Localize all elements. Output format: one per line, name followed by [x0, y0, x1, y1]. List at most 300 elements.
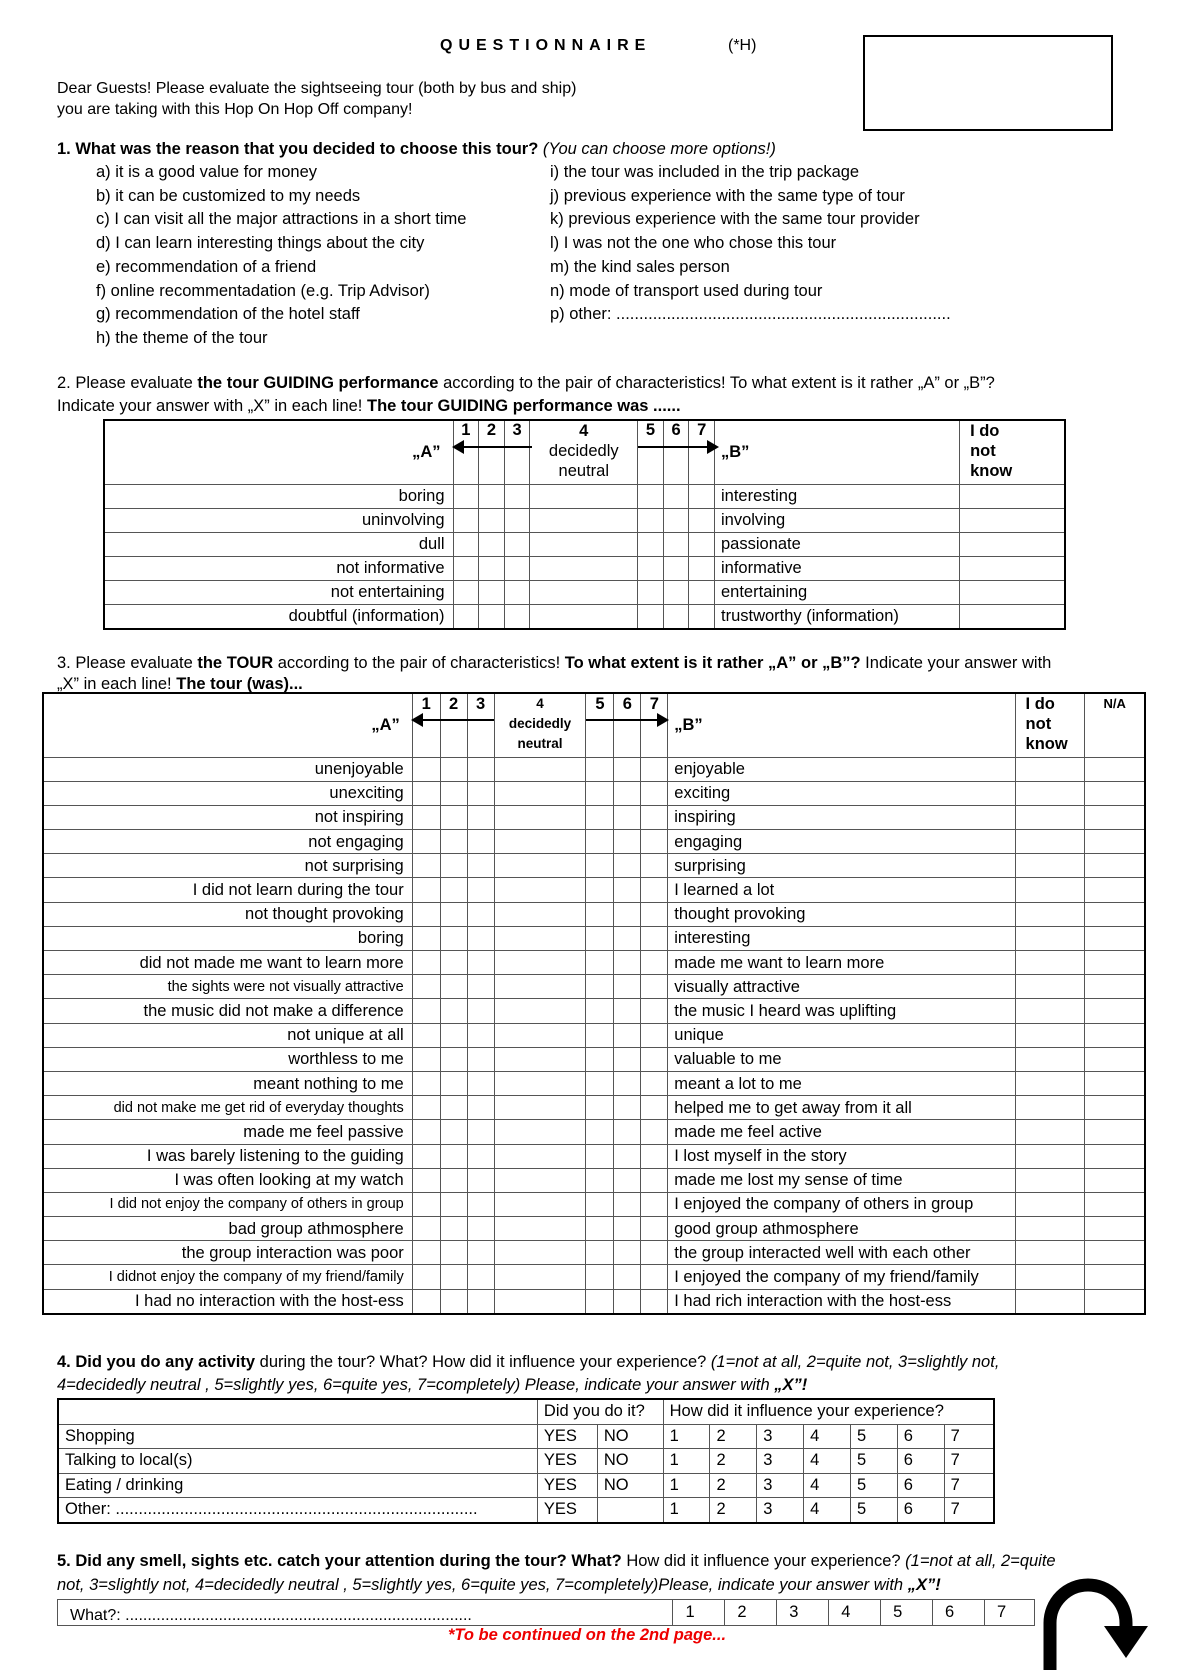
idk-cell[interactable]: [1015, 757, 1085, 781]
rating-cell[interactable]: [641, 975, 668, 999]
rating-cell[interactable]: [494, 1096, 586, 1120]
rating-cell[interactable]: [586, 878, 614, 902]
rating-cell[interactable]: [614, 1071, 641, 1095]
rating-cell[interactable]: [586, 1289, 614, 1314]
rating-cell[interactable]: [638, 556, 664, 580]
rating-cell[interactable]: [467, 999, 494, 1023]
scale-cell[interactable]: 3: [757, 1498, 804, 1523]
rating-cell[interactable]: [586, 1217, 614, 1241]
rating-cell[interactable]: [586, 951, 614, 975]
option[interactable]: b) it can be customized to my needs: [96, 186, 361, 205]
scale-cell[interactable]: 2: [710, 1424, 757, 1449]
rating-cell[interactable]: [479, 484, 505, 508]
scale-cell[interactable]: 6: [897, 1449, 944, 1474]
rating-cell[interactable]: [453, 484, 479, 508]
rating-cell[interactable]: [586, 1168, 614, 1192]
option[interactable]: p) other: .........................................................................: [550, 305, 951, 324]
rating-cell[interactable]: [467, 1023, 494, 1047]
rating-cell[interactable]: [641, 926, 668, 950]
rating-cell[interactable]: [412, 854, 440, 878]
rating-cell[interactable]: [663, 556, 689, 580]
rating-cell[interactable]: [586, 1096, 614, 1120]
rating-cell[interactable]: [494, 1120, 586, 1144]
rating-cell[interactable]: [467, 1071, 494, 1095]
rating-cell[interactable]: [494, 926, 586, 950]
rating-cell[interactable]: [479, 556, 505, 580]
option[interactable]: l) I was not the one who chose this tour: [550, 234, 837, 253]
idk-cell[interactable]: [1015, 805, 1085, 829]
rating-cell[interactable]: [530, 508, 638, 532]
rating-cell[interactable]: [663, 580, 689, 604]
rating-cell[interactable]: [614, 757, 641, 781]
rating-cell[interactable]: [614, 999, 641, 1023]
rating-cell[interactable]: [494, 781, 586, 805]
yes-option[interactable]: YES: [537, 1498, 597, 1523]
na-cell[interactable]: [1085, 1265, 1145, 1289]
rating-cell[interactable]: [412, 1096, 440, 1120]
scale-cell[interactable]: 5: [881, 1600, 933, 1626]
na-cell[interactable]: [1085, 1023, 1145, 1047]
na-cell[interactable]: [1085, 975, 1145, 999]
rating-cell[interactable]: [440, 1047, 467, 1071]
rating-cell[interactable]: [586, 1047, 614, 1071]
idk-cell[interactable]: [1015, 951, 1085, 975]
rating-cell[interactable]: [412, 1120, 440, 1144]
rating-cell[interactable]: [504, 484, 530, 508]
rating-cell[interactable]: [479, 508, 505, 532]
idk-cell[interactable]: [1015, 1289, 1085, 1314]
rating-cell[interactable]: [494, 1023, 586, 1047]
na-cell[interactable]: [1085, 1120, 1145, 1144]
scale-cell[interactable]: 6: [933, 1600, 985, 1626]
idk-cell[interactable]: [1015, 975, 1085, 999]
scale-cell[interactable]: 1: [663, 1473, 710, 1498]
rating-cell[interactable]: [504, 532, 530, 556]
rating-cell[interactable]: [614, 1168, 641, 1192]
rating-cell[interactable]: [614, 975, 641, 999]
rating-cell[interactable]: [494, 999, 586, 1023]
idk-cell[interactable]: [960, 580, 1065, 604]
rating-cell[interactable]: [494, 1047, 586, 1071]
na-cell[interactable]: [1085, 805, 1145, 829]
rating-cell[interactable]: [586, 1023, 614, 1047]
option[interactable]: m) the kind sales person: [550, 257, 730, 276]
rating-cell[interactable]: [689, 484, 715, 508]
rating-cell[interactable]: [614, 1192, 641, 1216]
rating-cell[interactable]: [641, 878, 668, 902]
rating-cell[interactable]: [412, 1241, 440, 1265]
rating-cell[interactable]: [412, 830, 440, 854]
rating-cell[interactable]: [412, 1289, 440, 1314]
scale-cell[interactable]: 4: [804, 1498, 851, 1523]
rating-cell[interactable]: [614, 1241, 641, 1265]
rating-cell[interactable]: [412, 999, 440, 1023]
scale-cell[interactable]: 2: [710, 1498, 757, 1523]
idk-cell[interactable]: [1015, 1120, 1085, 1144]
rating-cell[interactable]: [638, 580, 664, 604]
rating-cell[interactable]: [412, 1217, 440, 1241]
rating-cell[interactable]: [467, 781, 494, 805]
rating-cell[interactable]: [641, 830, 668, 854]
rating-cell[interactable]: [467, 1096, 494, 1120]
rating-cell[interactable]: [412, 1144, 440, 1168]
rating-cell[interactable]: [663, 532, 689, 556]
rating-cell[interactable]: [467, 1144, 494, 1168]
rating-cell[interactable]: [467, 1217, 494, 1241]
option[interactable]: g) recommendation of the hotel staff: [96, 305, 360, 324]
na-cell[interactable]: [1085, 1192, 1145, 1216]
scale-cell[interactable]: 7: [944, 1498, 994, 1523]
option[interactable]: c) I can visit all the major attractions in a short time: [96, 210, 467, 229]
rating-cell[interactable]: [494, 1192, 586, 1216]
rating-cell[interactable]: [530, 532, 638, 556]
rating-cell[interactable]: [504, 604, 530, 629]
scale-cell[interactable]: 4: [804, 1449, 851, 1474]
rating-cell[interactable]: [641, 1217, 668, 1241]
idk-cell[interactable]: [1015, 1023, 1085, 1047]
rating-cell[interactable]: [641, 1023, 668, 1047]
rating-cell[interactable]: [467, 1168, 494, 1192]
rating-cell[interactable]: [614, 1047, 641, 1071]
na-cell[interactable]: [1085, 781, 1145, 805]
rating-cell[interactable]: [440, 805, 467, 829]
rating-cell[interactable]: [440, 878, 467, 902]
rating-cell[interactable]: [641, 1096, 668, 1120]
idk-cell[interactable]: [960, 484, 1065, 508]
rating-cell[interactable]: [586, 1120, 614, 1144]
na-cell[interactable]: [1085, 1289, 1145, 1314]
rating-cell[interactable]: [530, 484, 638, 508]
idk-cell[interactable]: [1015, 1241, 1085, 1265]
rating-cell[interactable]: [453, 604, 479, 629]
na-cell[interactable]: [1085, 1144, 1145, 1168]
rating-cell[interactable]: [494, 902, 586, 926]
yes-option[interactable]: YES: [537, 1449, 597, 1474]
rating-cell[interactable]: [479, 532, 505, 556]
rating-cell[interactable]: [412, 902, 440, 926]
rating-cell[interactable]: [586, 1144, 614, 1168]
yes-option[interactable]: YES: [537, 1473, 597, 1498]
scale-cell[interactable]: 7: [984, 1600, 1034, 1626]
rating-cell[interactable]: [641, 1241, 668, 1265]
rating-cell[interactable]: [440, 1144, 467, 1168]
rating-cell[interactable]: [467, 1265, 494, 1289]
rating-cell[interactable]: [641, 1289, 668, 1314]
rating-cell[interactable]: [641, 1192, 668, 1216]
rating-cell[interactable]: [467, 1120, 494, 1144]
rating-cell[interactable]: [440, 1120, 467, 1144]
na-cell[interactable]: [1085, 1047, 1145, 1071]
rating-cell[interactable]: [586, 999, 614, 1023]
rating-cell[interactable]: [467, 975, 494, 999]
scale-cell[interactable]: 6: [897, 1473, 944, 1498]
rating-cell[interactable]: [530, 580, 638, 604]
rating-cell[interactable]: [586, 1192, 614, 1216]
rating-cell[interactable]: [638, 508, 664, 532]
scale-cell[interactable]: 1: [663, 1449, 710, 1474]
rating-cell[interactable]: [467, 1289, 494, 1314]
idk-cell[interactable]: [1015, 878, 1085, 902]
rating-cell[interactable]: [412, 926, 440, 950]
rating-cell[interactable]: [689, 604, 715, 629]
scale-cell[interactable]: 1: [673, 1600, 725, 1626]
idk-cell[interactable]: [1015, 1096, 1085, 1120]
option[interactable]: d) I can learn interesting things about the city: [96, 234, 425, 253]
rating-cell[interactable]: [689, 532, 715, 556]
scale-cell[interactable]: 1: [663, 1498, 710, 1523]
yes-option[interactable]: YES: [537, 1424, 597, 1449]
rating-cell[interactable]: [494, 1144, 586, 1168]
rating-cell[interactable]: [453, 580, 479, 604]
rating-cell[interactable]: [641, 1071, 668, 1095]
scale-cell[interactable]: 1: [663, 1424, 710, 1449]
idk-cell[interactable]: [1015, 902, 1085, 926]
scale-cell[interactable]: 6: [897, 1424, 944, 1449]
rating-cell[interactable]: [412, 1168, 440, 1192]
rating-cell[interactable]: [412, 1265, 440, 1289]
rating-cell[interactable]: [586, 1071, 614, 1095]
rating-cell[interactable]: [440, 1096, 467, 1120]
rating-cell[interactable]: [641, 1047, 668, 1071]
na-cell[interactable]: [1085, 926, 1145, 950]
idk-cell[interactable]: [960, 532, 1065, 556]
idk-cell[interactable]: [1015, 1168, 1085, 1192]
rating-cell[interactable]: [614, 1265, 641, 1289]
rating-cell[interactable]: [412, 757, 440, 781]
rating-cell[interactable]: [504, 580, 530, 604]
rating-cell[interactable]: [614, 830, 641, 854]
rating-cell[interactable]: [494, 1217, 586, 1241]
rating-cell[interactable]: [641, 854, 668, 878]
rating-cell[interactable]: [663, 604, 689, 629]
rating-cell[interactable]: [586, 975, 614, 999]
option[interactable]: n) mode of transport used during tour: [550, 281, 823, 300]
rating-cell[interactable]: [412, 878, 440, 902]
rating-cell[interactable]: [494, 1265, 586, 1289]
scale-cell[interactable]: 7: [944, 1424, 994, 1449]
rating-cell[interactable]: [586, 757, 614, 781]
idk-cell[interactable]: [1015, 1217, 1085, 1241]
rating-cell[interactable]: [412, 951, 440, 975]
rating-cell[interactable]: [494, 1289, 586, 1314]
rating-cell[interactable]: [494, 1071, 586, 1095]
rating-cell[interactable]: [440, 1192, 467, 1216]
rating-cell[interactable]: [614, 902, 641, 926]
rating-cell[interactable]: [530, 604, 638, 629]
na-cell[interactable]: [1085, 757, 1145, 781]
scale-cell[interactable]: 3: [757, 1473, 804, 1498]
rating-cell[interactable]: [641, 902, 668, 926]
option[interactable]: j) previous experience with the same type of tour: [550, 186, 905, 205]
rating-cell[interactable]: [614, 878, 641, 902]
rating-cell[interactable]: [467, 757, 494, 781]
idk-cell[interactable]: [960, 508, 1065, 532]
rating-cell[interactable]: [467, 1047, 494, 1071]
rating-cell[interactable]: [614, 926, 641, 950]
rating-cell[interactable]: [440, 1265, 467, 1289]
idk-cell[interactable]: [1015, 781, 1085, 805]
idk-cell[interactable]: [1015, 1144, 1085, 1168]
na-cell[interactable]: [1085, 1071, 1145, 1095]
rating-cell[interactable]: [467, 854, 494, 878]
no-option[interactable]: NO: [597, 1449, 663, 1474]
rating-cell[interactable]: [586, 1241, 614, 1265]
rating-cell[interactable]: [641, 1144, 668, 1168]
rating-cell[interactable]: [614, 951, 641, 975]
rating-cell[interactable]: [467, 926, 494, 950]
rating-cell[interactable]: [689, 508, 715, 532]
idk-cell[interactable]: [1015, 926, 1085, 950]
rating-cell[interactable]: [641, 805, 668, 829]
rating-cell[interactable]: [412, 975, 440, 999]
rating-cell[interactable]: [638, 604, 664, 629]
rating-cell[interactable]: [641, 1168, 668, 1192]
rating-cell[interactable]: [467, 1192, 494, 1216]
idk-cell[interactable]: [1015, 999, 1085, 1023]
rating-cell[interactable]: [453, 508, 479, 532]
option[interactable]: f) online recommentadation (e.g. Trip Advisor): [96, 281, 430, 300]
rating-cell[interactable]: [586, 805, 614, 829]
rating-cell[interactable]: [467, 805, 494, 829]
rating-cell[interactable]: [641, 1120, 668, 1144]
rating-cell[interactable]: [467, 830, 494, 854]
rating-cell[interactable]: [614, 781, 641, 805]
rating-cell[interactable]: [494, 854, 586, 878]
rating-cell[interactable]: [614, 1096, 641, 1120]
rating-cell[interactable]: [586, 781, 614, 805]
rating-cell[interactable]: [614, 805, 641, 829]
scale-cell[interactable]: 4: [804, 1473, 851, 1498]
rating-cell[interactable]: [614, 854, 641, 878]
option[interactable]: e) recommendation of a friend: [96, 257, 317, 276]
rating-cell[interactable]: [641, 1265, 668, 1289]
option[interactable]: a) it is a good value for money: [96, 163, 318, 181]
scale-cell[interactable]: 5: [850, 1473, 897, 1498]
na-cell[interactable]: [1085, 1096, 1145, 1120]
scale-cell[interactable]: 7: [944, 1473, 994, 1498]
rating-cell[interactable]: [641, 999, 668, 1023]
scale-cell[interactable]: 2: [710, 1473, 757, 1498]
rating-cell[interactable]: [467, 902, 494, 926]
rating-cell[interactable]: [440, 854, 467, 878]
no-option[interactable]: NO: [597, 1424, 663, 1449]
scale-cell[interactable]: 2: [710, 1449, 757, 1474]
rating-cell[interactable]: [689, 580, 715, 604]
rating-cell[interactable]: [586, 902, 614, 926]
rating-cell[interactable]: [440, 1071, 467, 1095]
rating-cell[interactable]: [440, 926, 467, 950]
rating-cell[interactable]: [614, 1120, 641, 1144]
rating-cell[interactable]: [453, 532, 479, 556]
idk-cell[interactable]: [1015, 1047, 1085, 1071]
no-option[interactable]: NO: [597, 1473, 663, 1498]
rating-cell[interactable]: [479, 580, 505, 604]
rating-cell[interactable]: [412, 781, 440, 805]
rating-cell[interactable]: [614, 1144, 641, 1168]
option[interactable]: k) previous experience with the same tour provider: [550, 210, 920, 229]
rating-cell[interactable]: [494, 878, 586, 902]
rating-cell[interactable]: [641, 951, 668, 975]
scale-cell[interactable]: 4: [804, 1424, 851, 1449]
option[interactable]: h) the theme of the tour: [96, 328, 268, 347]
rating-cell[interactable]: [638, 484, 664, 508]
rating-cell[interactable]: [663, 508, 689, 532]
na-cell[interactable]: [1085, 1168, 1145, 1192]
rating-cell[interactable]: [440, 999, 467, 1023]
rating-cell[interactable]: [494, 757, 586, 781]
rating-cell[interactable]: [504, 508, 530, 532]
rating-cell[interactable]: [494, 830, 586, 854]
idk-cell[interactable]: [1015, 854, 1085, 878]
rating-cell[interactable]: [440, 1217, 467, 1241]
na-cell[interactable]: [1085, 1217, 1145, 1241]
rating-cell[interactable]: [440, 1023, 467, 1047]
scale-cell[interactable]: 6: [897, 1498, 944, 1523]
rating-cell[interactable]: [440, 902, 467, 926]
rating-cell[interactable]: [504, 556, 530, 580]
rating-cell[interactable]: [494, 1241, 586, 1265]
idk-cell[interactable]: [1015, 1265, 1085, 1289]
rating-cell[interactable]: [440, 975, 467, 999]
rating-cell[interactable]: [586, 926, 614, 950]
rating-cell[interactable]: [412, 1192, 440, 1216]
rating-cell[interactable]: [614, 1023, 641, 1047]
rating-cell[interactable]: [614, 1217, 641, 1241]
rating-cell[interactable]: [663, 484, 689, 508]
rating-cell[interactable]: [586, 830, 614, 854]
scale-cell[interactable]: 3: [757, 1424, 804, 1449]
rating-cell[interactable]: [614, 1289, 641, 1314]
scale-cell[interactable]: 2: [725, 1600, 777, 1626]
rating-cell[interactable]: [494, 1168, 586, 1192]
rating-cell[interactable]: [412, 1023, 440, 1047]
what-field[interactable]: What?: ..............................................................................: [58, 1600, 673, 1626]
rating-cell[interactable]: [440, 757, 467, 781]
rating-cell[interactable]: [453, 556, 479, 580]
scale-cell[interactable]: 4: [829, 1600, 881, 1626]
idk-cell[interactable]: [960, 604, 1065, 629]
rating-cell[interactable]: [641, 757, 668, 781]
rating-cell[interactable]: [467, 951, 494, 975]
idk-cell[interactable]: [1015, 830, 1085, 854]
na-cell[interactable]: [1085, 878, 1145, 902]
rating-cell[interactable]: [412, 1071, 440, 1095]
na-cell[interactable]: [1085, 830, 1145, 854]
rating-cell[interactable]: [467, 1241, 494, 1265]
scale-cell[interactable]: 5: [850, 1498, 897, 1523]
rating-cell[interactable]: [440, 781, 467, 805]
rating-cell[interactable]: [479, 604, 505, 629]
idk-cell[interactable]: [960, 556, 1065, 580]
scale-cell[interactable]: 3: [757, 1449, 804, 1474]
rating-cell[interactable]: [494, 805, 586, 829]
scale-cell[interactable]: 5: [850, 1449, 897, 1474]
na-cell[interactable]: [1085, 951, 1145, 975]
rating-cell[interactable]: [586, 1265, 614, 1289]
rating-cell[interactable]: [689, 556, 715, 580]
na-cell[interactable]: [1085, 1241, 1145, 1265]
rating-cell[interactable]: [412, 1047, 440, 1071]
rating-cell[interactable]: [440, 1289, 467, 1314]
na-cell[interactable]: [1085, 999, 1145, 1023]
idk-cell[interactable]: [1015, 1192, 1085, 1216]
rating-cell[interactable]: [440, 951, 467, 975]
rating-cell[interactable]: [467, 878, 494, 902]
rating-cell[interactable]: [440, 1241, 467, 1265]
id-box[interactable]: [863, 35, 1113, 131]
idk-cell[interactable]: [1015, 1071, 1085, 1095]
scale-cell[interactable]: 3: [777, 1600, 829, 1626]
